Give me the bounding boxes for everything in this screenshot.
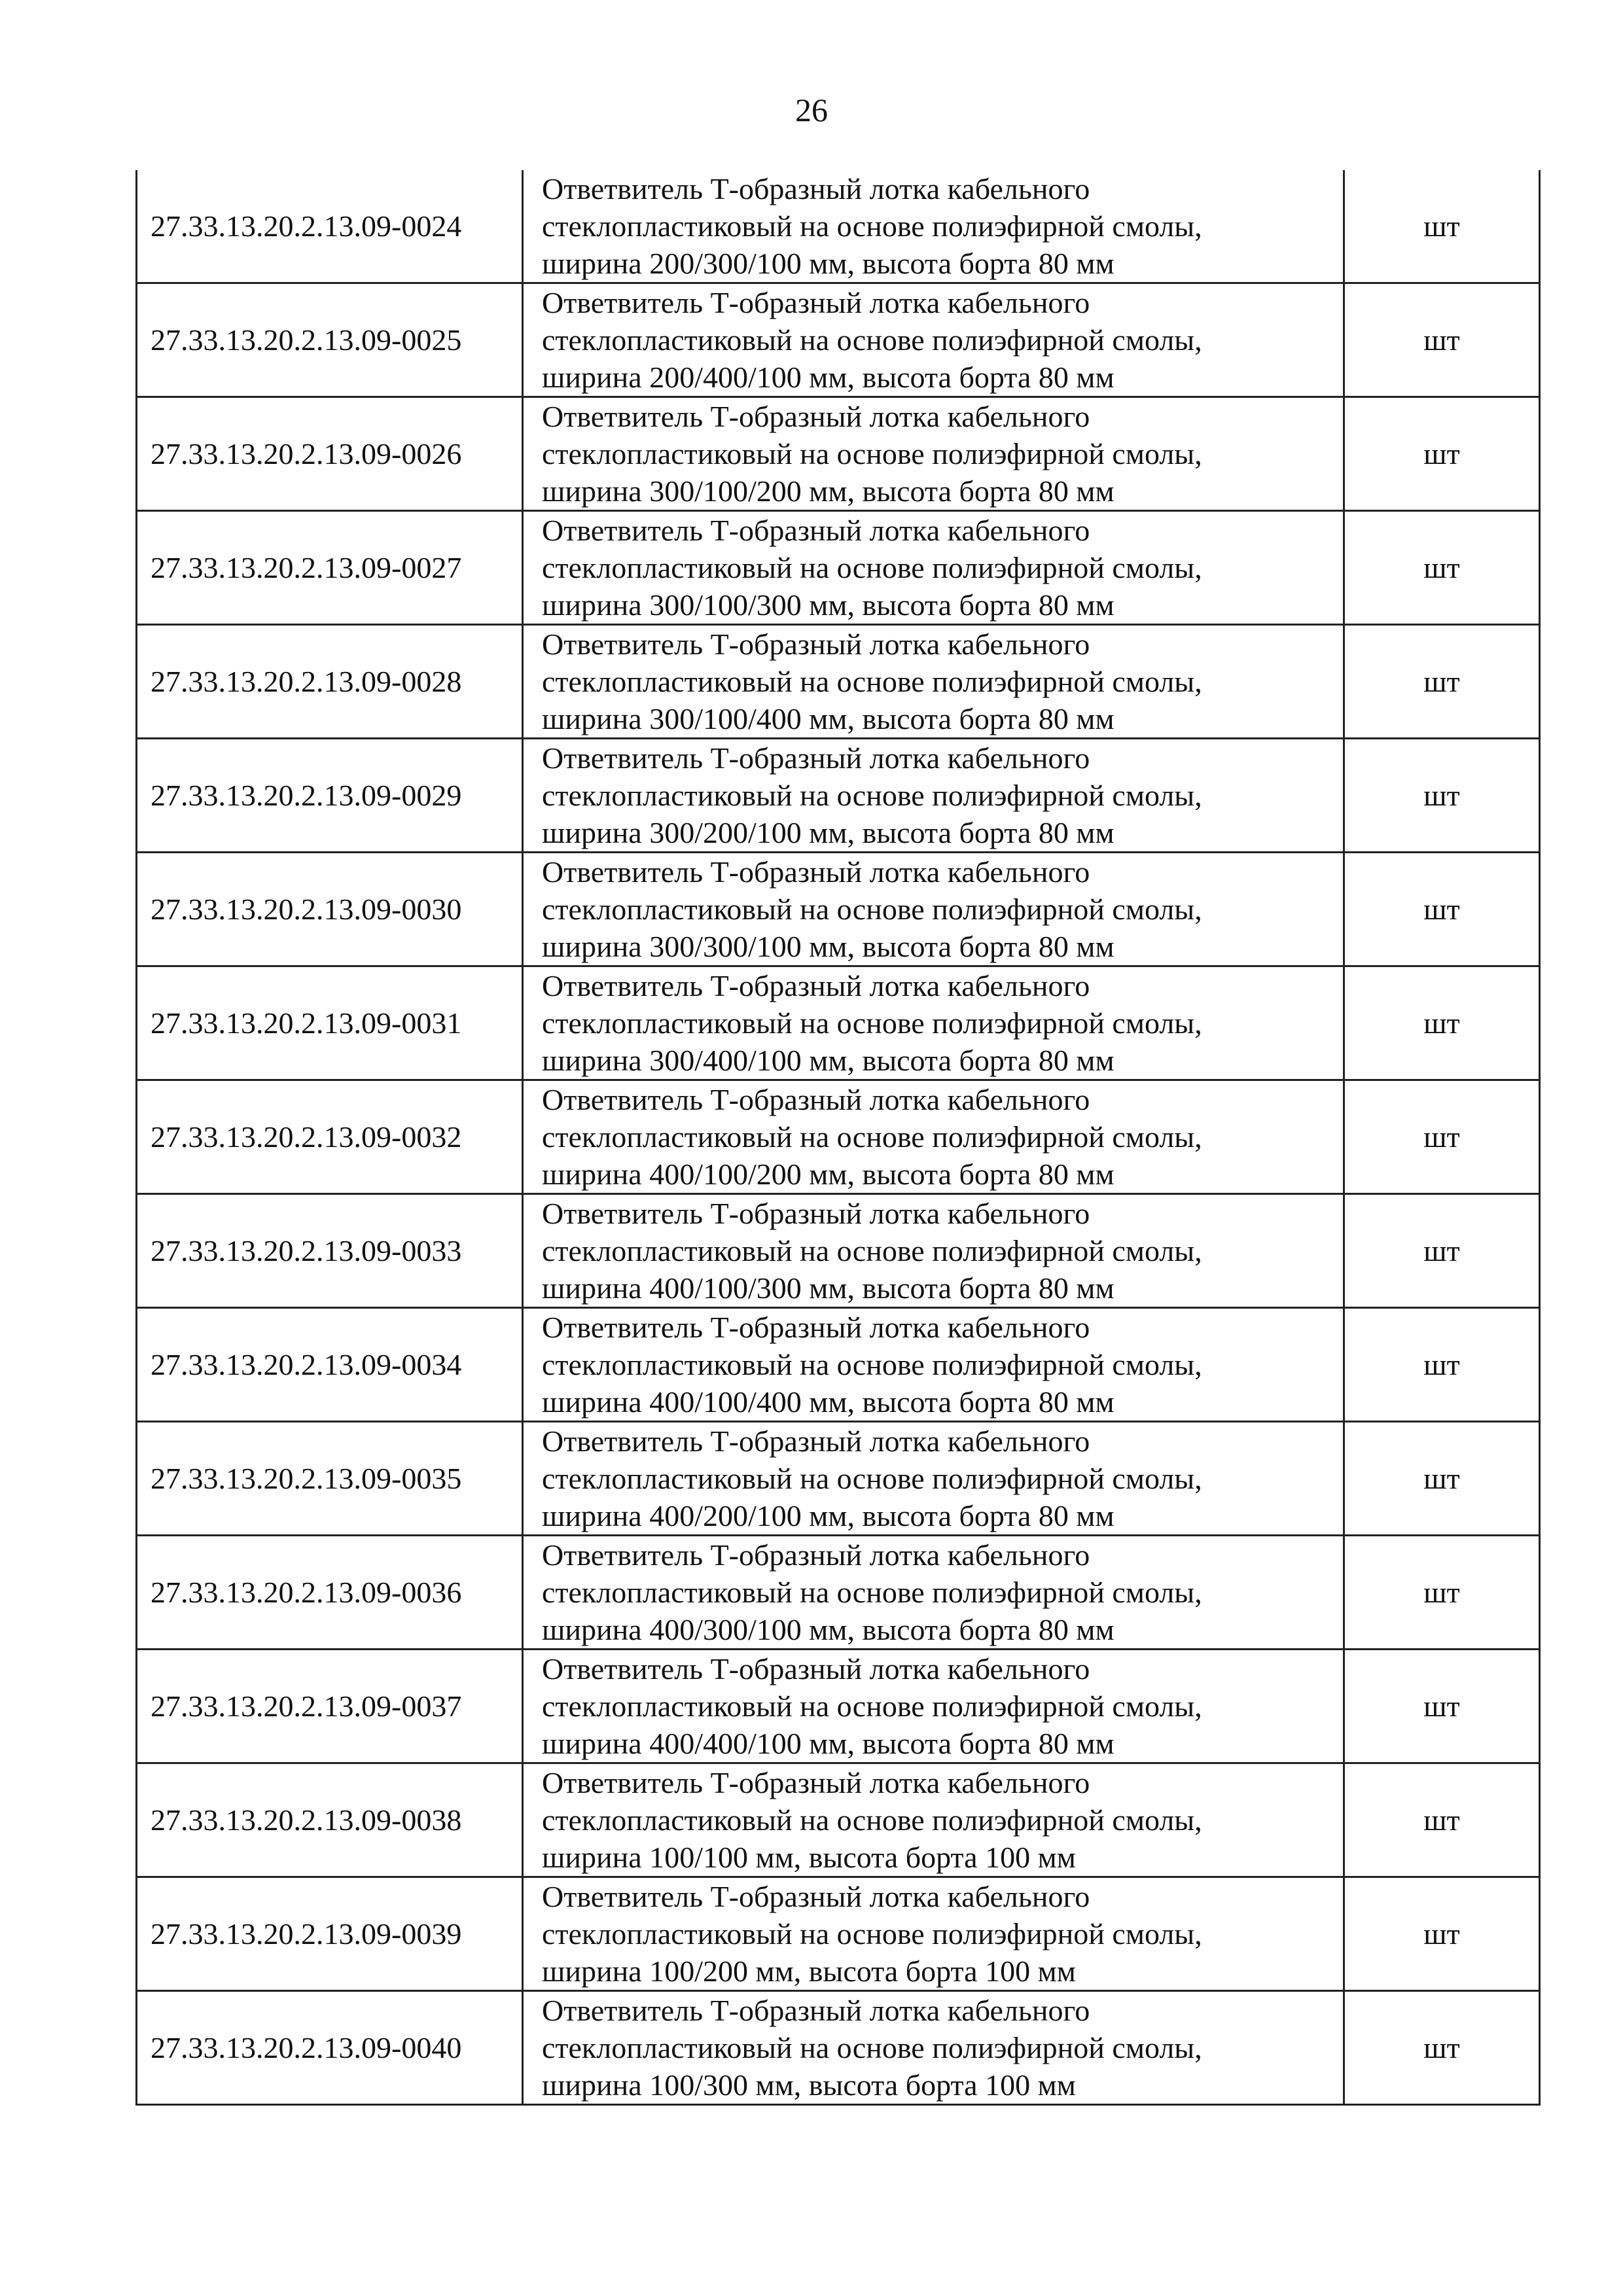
- item-description-line: стеклопластиковый на основе полиэфирной смолы,: [542, 323, 1202, 357]
- item-description-line: стеклопластиковый на основе полиэфирной смолы,: [542, 1234, 1202, 1267]
- item-description-line: стеклопластиковый на основе полиэфирной смолы,: [542, 779, 1202, 812]
- item-description-line: Ответвитель Т-образный лотка кабельного: [542, 1652, 1090, 1686]
- item-unit: шт: [1344, 170, 1540, 283]
- item-unit: шт: [1344, 511, 1540, 625]
- item-description-line: стеклопластиковый на основе полиэфирной смолы,: [542, 209, 1202, 243]
- item-description-line: Ответвитель Т-образный лотка кабельного: [542, 741, 1090, 775]
- table-row: [137, 1536, 1540, 1650]
- item-description-line: Ответвитель Т-образный лотка кабельного: [542, 969, 1090, 1002]
- item-unit: шт: [1344, 739, 1540, 853]
- item-description-line: ширина 200/300/100 мм, высота борта 80 мм: [542, 247, 1115, 280]
- item-description-line: ширина 200/400/100 мм, высота борта 80 мм: [542, 361, 1115, 394]
- item-description-line: ширина 400/100/300 мм, высота борта 80 мм: [542, 1271, 1115, 1305]
- item-code: 27.33.13.20.2.13.09-0026: [137, 397, 523, 511]
- item-code: 27.33.13.20.2.13.09-0029: [137, 739, 523, 853]
- items-table-body: [137, 170, 1540, 2105]
- table-row: [137, 511, 1540, 625]
- item-description: [523, 1422, 1344, 1536]
- item-description-line: Ответвитель Т-образный лотка кабельного: [542, 172, 1090, 205]
- table-row: [137, 625, 1540, 739]
- item-description-line: ширина 300/400/100 мм, высота борта 80 мм: [542, 1044, 1115, 1077]
- item-description-line: стеклопластиковый на основе полиэфирной смолы,: [542, 1120, 1202, 1154]
- table-row: [137, 1194, 1540, 1308]
- item-description: [523, 966, 1344, 1080]
- item-code: 27.33.13.20.2.13.09-0028: [137, 625, 523, 739]
- item-description-line: стеклопластиковый на основе полиэфирной смолы,: [542, 1689, 1202, 1723]
- item-description-line: ширина 400/100/200 мм, высота борта 80 мм: [542, 1157, 1115, 1191]
- item-description-line: стеклопластиковый на основе полиэфирной смолы,: [542, 1462, 1202, 1495]
- table-row: [137, 739, 1540, 853]
- item-description-line: стеклопластиковый на основе полиэфирной смолы,: [542, 1576, 1202, 1609]
- item-unit: шт: [1344, 1422, 1540, 1536]
- items-table: [135, 170, 1541, 2106]
- item-unit: шт: [1344, 966, 1540, 1080]
- item-unit: шт: [1344, 1763, 1540, 1877]
- item-description-line: ширина 300/300/100 мм, высота борта 80 мм: [542, 930, 1115, 963]
- item-code: 27.33.13.20.2.13.09-0040: [137, 1991, 523, 2105]
- item-unit: шт: [1344, 397, 1540, 511]
- item-description-line: Ответвитель Т-образный лотка кабельного: [542, 1880, 1090, 1913]
- item-description-line: ширина 300/100/400 мм, высота борта 80 мм: [542, 702, 1115, 735]
- item-description-line: ширина 400/100/400 мм, высота борта 80 мм: [542, 1385, 1115, 1419]
- table-row: [137, 1991, 1540, 2105]
- item-code: 27.33.13.20.2.13.09-0033: [137, 1194, 523, 1308]
- page-number: 26: [795, 92, 828, 128]
- item-description-line: Ответвитель Т-образный лотка кабельного: [542, 1197, 1090, 1230]
- item-description: [523, 170, 1344, 283]
- item-code: 27.33.13.20.2.13.09-0032: [137, 1080, 523, 1194]
- item-description-line: стеклопластиковый на основе полиэфирной смолы,: [542, 437, 1202, 470]
- table-row: [137, 1422, 1540, 1536]
- item-description-line: ширина 400/300/100 мм, высота борта 80 мм: [542, 1613, 1115, 1646]
- item-description-line: стеклопластиковый на основе полиэфирной смолы,: [542, 1348, 1202, 1381]
- item-code: 27.33.13.20.2.13.09-0036: [137, 1536, 523, 1650]
- table-row: [137, 1080, 1540, 1194]
- item-code: 27.33.13.20.2.13.09-0039: [137, 1877, 523, 1991]
- item-description-line: Ответвитель Т-образный лотка кабельного: [542, 1424, 1090, 1458]
- item-description-line: ширина 300/200/100 мм, высота борта 80 мм: [542, 816, 1115, 849]
- item-description: [523, 1877, 1344, 1991]
- item-description: [523, 397, 1344, 511]
- item-description: [523, 853, 1344, 966]
- item-code: 27.33.13.20.2.13.09-0034: [137, 1308, 523, 1422]
- item-unit: шт: [1344, 1877, 1540, 1991]
- item-code: 27.33.13.20.2.13.09-0024: [137, 170, 523, 283]
- item-unit: шт: [1344, 1194, 1540, 1308]
- item-unit: шт: [1344, 625, 1540, 739]
- item-description: [523, 1763, 1344, 1877]
- item-code: 27.33.13.20.2.13.09-0037: [137, 1650, 523, 1763]
- item-description-line: Ответвитель Т-образный лотка кабельного: [542, 286, 1090, 319]
- item-description-line: ширина 300/100/200 мм, высота борта 80 мм: [542, 474, 1115, 508]
- item-unit: шт: [1344, 1308, 1540, 1422]
- item-description: [523, 511, 1344, 625]
- item-description-line: ширина 400/400/100 мм, высота борта 80 мм: [542, 1727, 1115, 1760]
- item-description-line: ширина 400/200/100 мм, высота борта 80 мм: [542, 1499, 1115, 1532]
- item-description-line: стеклопластиковый на основе полиэфирной смолы,: [542, 551, 1202, 584]
- item-unit: шт: [1344, 1080, 1540, 1194]
- item-code: 27.33.13.20.2.13.09-0025: [137, 283, 523, 397]
- item-description-line: Ответвитель Т-образный лотка кабельного: [542, 1538, 1090, 1572]
- item-code: 27.33.13.20.2.13.09-0031: [137, 966, 523, 1080]
- item-description: [523, 1080, 1344, 1194]
- table-row: [137, 1877, 1540, 1991]
- item-description-line: Ответвитель Т-образный лотка кабельного: [542, 855, 1090, 889]
- item-description-line: ширина 100/200 мм, высота борта 100 мм: [542, 1954, 1076, 1988]
- item-description: [523, 625, 1344, 739]
- item-description: [523, 1991, 1344, 2105]
- item-code: 27.33.13.20.2.13.09-0030: [137, 853, 523, 966]
- item-description: [523, 739, 1344, 853]
- table-row: [137, 1650, 1540, 1763]
- item-description-line: ширина 300/100/300 мм, высота борта 80 мм: [542, 588, 1115, 622]
- item-code: 27.33.13.20.2.13.09-0038: [137, 1763, 523, 1877]
- item-description-line: Ответвитель Т-образный лотка кабельного: [542, 1083, 1090, 1116]
- item-unit: шт: [1344, 1650, 1540, 1763]
- item-description-line: Ответвитель Т-образный лотка кабельного: [542, 400, 1090, 433]
- table-row: [137, 1308, 1540, 1422]
- item-unit: шт: [1344, 1536, 1540, 1650]
- item-description-line: стеклопластиковый на основе полиэфирной смолы,: [542, 1803, 1202, 1837]
- table-row: [137, 397, 1540, 511]
- item-description-line: ширина 100/100 мм, высота борта 100 мм: [542, 1841, 1076, 1874]
- item-description: [523, 283, 1344, 397]
- item-description: [523, 1194, 1344, 1308]
- item-description-line: Ответвитель Т-образный лотка кабельного: [542, 1766, 1090, 1799]
- item-description-line: стеклопластиковый на основе полиэфирной смолы,: [542, 1006, 1202, 1040]
- item-description-line: стеклопластиковый на основе полиэфирной смолы,: [542, 1917, 1202, 1951]
- table-row: [137, 966, 1540, 1080]
- item-description-line: Ответвитель Т-образный лотка кабельного: [542, 1994, 1090, 2027]
- table-row: [137, 1763, 1540, 1877]
- table-row: [137, 170, 1540, 283]
- item-description-line: ширина 100/300 мм, высота борта 100 мм: [542, 2068, 1076, 2102]
- table-row: [137, 283, 1540, 397]
- table-row: [137, 853, 1540, 966]
- item-unit: шт: [1344, 283, 1540, 397]
- item-description: [523, 1536, 1344, 1650]
- item-code: 27.33.13.20.2.13.09-0027: [137, 511, 523, 625]
- item-description-line: стеклопластиковый на основе полиэфирной смолы,: [542, 892, 1202, 926]
- item-description-line: Ответвитель Т-образный лотка кабельного: [542, 627, 1090, 661]
- item-unit: шт: [1344, 853, 1540, 966]
- item-description: [523, 1650, 1344, 1763]
- item-code: 27.33.13.20.2.13.09-0035: [137, 1422, 523, 1536]
- item-description-line: стеклопластиковый на основе полиэфирной смолы,: [542, 665, 1202, 698]
- item-description-line: Ответвитель Т-образный лотка кабельного: [542, 1311, 1090, 1344]
- item-description-line: Ответвитель Т-образный лотка кабельного: [542, 514, 1090, 547]
- item-description: [523, 1308, 1344, 1422]
- item-unit: шт: [1344, 1991, 1540, 2105]
- item-description-line: стеклопластиковый на основе полиэфирной смолы,: [542, 2031, 1202, 2064]
